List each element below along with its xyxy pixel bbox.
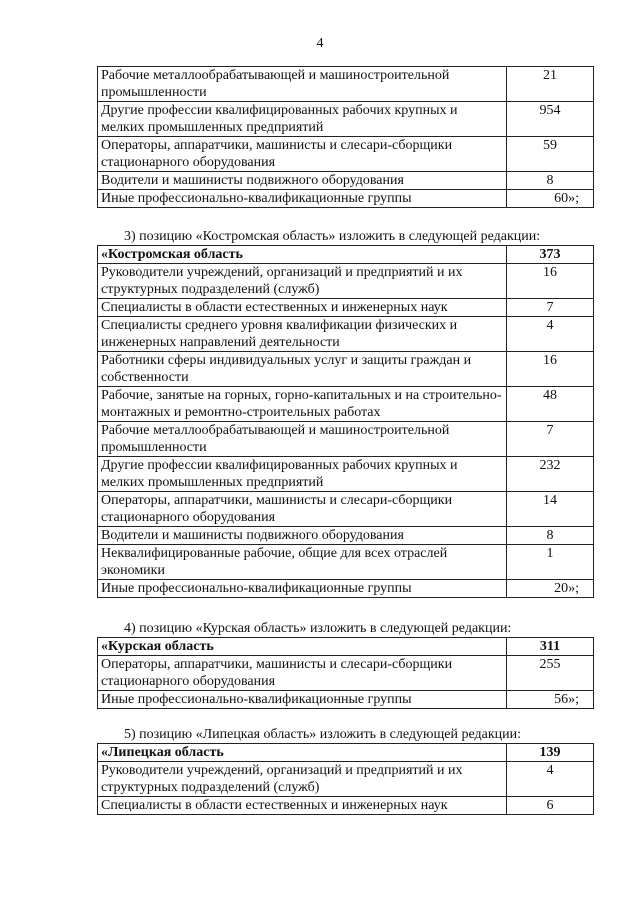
row-value: 4 <box>507 762 594 797</box>
row-value: 8 <box>507 172 594 190</box>
table-row <box>98 299 594 317</box>
row-value: 7 <box>507 422 594 457</box>
table-row <box>98 102 594 137</box>
table-row <box>98 67 594 102</box>
row-label: Операторы, аппаратчики, машинисты и слесари-сборщики стационарного оборудования <box>98 137 507 172</box>
table-row <box>98 691 594 709</box>
row-value: 14 <box>507 492 594 527</box>
row-label: Специалисты среднего уровня квалификации физических и инженерных направлений деятельности <box>98 317 507 352</box>
section-3-caption: 3) позицию «Костромская область» изложить в следующей редакции: <box>124 229 541 244</box>
row-value: 48 <box>507 387 594 422</box>
row-label: Неквалифицированные рабочие, общие для всех отраслей экономики <box>98 545 507 580</box>
table-row <box>98 387 594 422</box>
table-row <box>98 457 594 492</box>
row-value: 16 <box>507 264 594 299</box>
table-row <box>98 762 594 797</box>
table-row <box>98 797 594 815</box>
row-value: 232 <box>507 457 594 492</box>
row-value: 954 <box>507 102 594 137</box>
row-value: 60»; <box>507 190 594 208</box>
row-label: Иные профессионально-квалификационные группы <box>98 691 507 709</box>
section-4-caption: 4) позицию «Курская область» изложить в следующей редакции: <box>124 621 512 636</box>
row-label: Водители и машинисты подвижного оборудования <box>98 527 507 545</box>
table-row <box>98 422 594 457</box>
row-value: 255 <box>507 656 594 691</box>
table-row <box>98 264 594 299</box>
row-label: Водители и машинисты подвижного оборудования <box>98 172 507 190</box>
table-header-row <box>98 744 594 762</box>
table-row <box>98 352 594 387</box>
table-continuation <box>97 66 594 208</box>
region-name: «Липецкая область <box>98 744 507 762</box>
region-total: 373 <box>507 246 594 264</box>
table-row <box>98 317 594 352</box>
row-label: Руководители учреждений, организаций и предприятий и их структурных подразделений (служб) <box>98 264 507 299</box>
row-value: 8 <box>507 527 594 545</box>
row-value: 59 <box>507 137 594 172</box>
table-row <box>98 190 594 208</box>
table-row <box>98 545 594 580</box>
row-value: 7 <box>507 299 594 317</box>
row-label: Иные профессионально-квалификационные группы <box>98 190 507 208</box>
row-label: Специалисты в области естественных и инженерных наук <box>98 797 507 815</box>
table-kostroma <box>97 245 594 598</box>
row-value: 21 <box>507 67 594 102</box>
row-label: Операторы, аппаратчики, машинисты и слесари-сборщики стационарного оборудования <box>98 656 507 691</box>
row-label: Рабочие металлообрабатывающей и машиностроительной промышленности <box>98 67 507 102</box>
row-label: Руководители учреждений, организаций и предприятий и их структурных подразделений (служб) <box>98 762 507 797</box>
row-label: Работники сферы индивидуальных услуг и защиты граждан и собственности <box>98 352 507 387</box>
region-name: «Курская область <box>98 638 507 656</box>
table-header-row <box>98 246 594 264</box>
table-lipetsk <box>97 743 594 815</box>
row-value: 1 <box>507 545 594 580</box>
region-name: «Костромская область <box>98 246 507 264</box>
table-row <box>98 492 594 527</box>
table-kursk <box>97 637 594 709</box>
row-label: Рабочие, занятые на горных, горно-капитальных и на строительно-монтажных и ремонтно-строительных работах <box>98 387 507 422</box>
table-row <box>98 656 594 691</box>
row-value: 6 <box>507 797 594 815</box>
region-total: 311 <box>507 638 594 656</box>
table-header-row <box>98 638 594 656</box>
row-value: 56»; <box>507 691 594 709</box>
row-value: 16 <box>507 352 594 387</box>
table-row <box>98 172 594 190</box>
row-value: 20»; <box>507 580 594 598</box>
row-label: Специалисты в области естественных и инженерных наук <box>98 299 507 317</box>
page-number: 4 <box>316 36 324 51</box>
table-row <box>98 580 594 598</box>
row-label: Иные профессионально-квалификационные группы <box>98 580 507 598</box>
row-label: Другие профессии квалифицированных рабочих крупных и мелких промышленных предприятий <box>98 102 507 137</box>
row-label: Другие профессии квалифицированных рабочих крупных и мелких промышленных предприятий <box>98 457 507 492</box>
section-5-caption: 5) позицию «Липецкая область» изложить в следующей редакции: <box>124 727 522 742</box>
row-label: Рабочие металлообрабатывающей и машиностроительной промышленности <box>98 422 507 457</box>
region-total: 139 <box>507 744 594 762</box>
row-value: 4 <box>507 317 594 352</box>
row-label: Операторы, аппаратчики, машинисты и слесари-сборщики стационарного оборудования <box>98 492 507 527</box>
table-row <box>98 137 594 172</box>
table-row <box>98 527 594 545</box>
